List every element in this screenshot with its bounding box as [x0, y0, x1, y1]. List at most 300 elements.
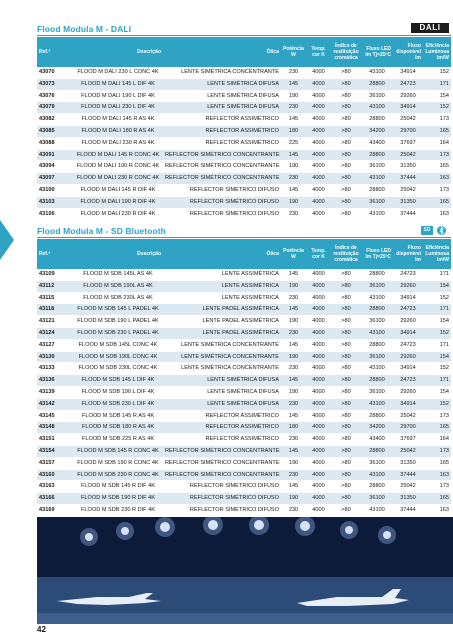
optic-cell: REFLECTOR ASSIMÉTRICO: [163, 410, 281, 422]
table-row: [37, 114, 451, 126]
temperature-cell: 4000: [306, 375, 331, 387]
description-cell: FLOOD M SDB 145 L DIF 4K: [73, 375, 163, 387]
power-cell: 190: [281, 280, 306, 292]
description-cell: FLOOD M DALI 180 R AS 4K: [73, 125, 163, 137]
temperature-cell: 4000: [306, 457, 331, 469]
power-cell: 180: [281, 125, 306, 137]
temperature-cell: 4000: [306, 196, 331, 208]
description-cell: FLOOD M DALI 230 R AS 4K: [73, 137, 163, 149]
description-cell: FLOOD M SDB 225 R AS 4K: [73, 434, 163, 446]
efficiency-cell: 173: [423, 410, 451, 422]
table-row: [37, 208, 451, 220]
description-cell: FLOOD M DALI 230 R DIF 4K: [73, 208, 163, 220]
temperature-cell: 4000: [306, 469, 331, 481]
power-cell: 230: [281, 434, 306, 446]
bluetooth-icon: [437, 225, 446, 236]
ref-cell: 43118: [37, 304, 73, 316]
optic-cell: REFLECTOR ASSIMÉTRICO: [163, 114, 281, 126]
header-optic: Ótica: [163, 37, 281, 67]
power-cell: 145: [281, 114, 306, 126]
ra-cell: >80: [331, 363, 361, 375]
optic-cell: LENTE SIMÉTRICA DIFUSA: [163, 386, 281, 398]
flux-cell: 43100: [361, 327, 393, 339]
power-cell: 230: [281, 363, 306, 375]
flux-cell: 43100: [361, 67, 393, 78]
description-cell: FLOOD M DALI 230 L CONC 4K: [73, 67, 163, 78]
table-row: [37, 161, 451, 173]
flux-cell: 43100: [361, 102, 393, 114]
ra-cell: >80: [331, 457, 361, 469]
flux-cell: 43400: [361, 434, 393, 446]
table-row: [37, 125, 451, 137]
description-cell: FLOOD M SDB 145 R DIF 4K: [73, 481, 163, 493]
flux-available-cell: 31350: [393, 457, 423, 469]
ra-cell: >80: [331, 184, 361, 196]
flux-cell: 28800: [361, 114, 393, 126]
description-cell: FLOOD M DALI 190 R CONC 4K: [73, 161, 163, 173]
ref-cell: 43169: [37, 504, 73, 516]
ra-cell: >80: [331, 292, 361, 304]
table-row: [37, 137, 451, 149]
temperature-cell: 4000: [306, 445, 331, 457]
description-cell: FLOOD M SDB 230 R DIF 4K: [73, 504, 163, 516]
power-cell: 145: [281, 269, 306, 280]
efficiency-cell: 152: [423, 67, 451, 78]
optic-cell: REFLECTOR ASSIMÉTRICO: [163, 422, 281, 434]
header-power: Potência W: [281, 37, 306, 67]
header-ref: Ref.ª: [37, 239, 73, 269]
description-cell: FLOOD M SDB 145L CONC 4K: [73, 339, 163, 351]
flux-available-cell: 25042: [393, 149, 423, 161]
header-desc: Descrição: [73, 239, 163, 269]
ra-cell: >80: [331, 469, 361, 481]
temperature-cell: 4000: [306, 351, 331, 363]
power-cell: 190: [281, 386, 306, 398]
optic-cell: REFLECTOR SIMÉTRICO CONCENTRANTE: [163, 161, 281, 173]
table-row: [37, 469, 451, 481]
power-cell: 145: [281, 304, 306, 316]
header-efficiency: Eficiência Luminosa lm/W: [423, 239, 451, 269]
stadium-night-photo: [37, 517, 453, 624]
flux-available-cell: 29260: [393, 280, 423, 292]
power-cell: 230: [281, 292, 306, 304]
description-cell: FLOOD M SDB 230 L PADEL 4K: [73, 327, 163, 339]
table-row: [37, 67, 451, 78]
ra-cell: >80: [331, 280, 361, 292]
ref-cell: 43127: [37, 339, 73, 351]
optic-cell: LENTE SIMÉTRICA DIFUSA: [163, 78, 281, 90]
optic-cell: REFLECTOR SIMÉTRICO DIFUSO: [163, 493, 281, 505]
power-cell: 145: [281, 78, 306, 90]
flux-cell: 28800: [361, 304, 393, 316]
efficiency-cell: 154: [423, 90, 451, 102]
power-cell: 230: [281, 102, 306, 114]
flux-available-cell: 25042: [393, 114, 423, 126]
efficiency-cell: 163: [423, 208, 451, 220]
efficiency-cell: 173: [423, 445, 451, 457]
temperature-cell: 4000: [306, 327, 331, 339]
optic-cell: REFLECTOR SIMÉTRICO DIFUSO: [163, 208, 281, 220]
ref-cell: 43148: [37, 422, 73, 434]
temperature-cell: 4000: [306, 434, 331, 446]
power-cell: 145: [281, 375, 306, 387]
efficiency-cell: 154: [423, 351, 451, 363]
section-divider: [37, 35, 451, 36]
ref-cell: 43070: [37, 67, 73, 78]
description-cell: FLOOD M SDB 230L AS 4K: [73, 292, 163, 304]
ra-cell: >80: [331, 67, 361, 78]
flux-cell: 28800: [361, 445, 393, 457]
flux-cell: 34200: [361, 422, 393, 434]
optic-cell: REFLECTOR SIMÉTRICO DIFUSO: [163, 196, 281, 208]
ref-cell: 43103: [37, 196, 73, 208]
hangar-illustration: [37, 517, 453, 624]
flux-cell: 36100: [361, 90, 393, 102]
ra-cell: >80: [331, 386, 361, 398]
power-cell: 230: [281, 398, 306, 410]
table-row: [37, 410, 451, 422]
flux-available-cell: 31350: [393, 493, 423, 505]
temperature-cell: 4000: [306, 125, 331, 137]
flux-cell: 28800: [361, 269, 393, 280]
table-row: [37, 457, 451, 469]
table-row: [37, 173, 451, 185]
ref-cell: 43076: [37, 90, 73, 102]
table-row: [37, 78, 451, 90]
description-cell: FLOOD M DALI 145 L DIF 4K: [73, 78, 163, 90]
description-cell: FLOOD M DALI 230 R CONC 4K: [73, 173, 163, 185]
ra-cell: >80: [331, 102, 361, 114]
table-row: [37, 434, 451, 446]
temperature-cell: 4000: [306, 102, 331, 114]
power-cell: 230: [281, 504, 306, 516]
header-flux-available: Fluxo disponível lm: [393, 37, 423, 67]
dali-logo: DALI: [411, 23, 449, 33]
description-cell: FLOOD M DALI 190 R DIF 4K: [73, 196, 163, 208]
optic-cell: REFLECTOR SIMÉTRICO DIFUSO: [163, 184, 281, 196]
flux-available-cell: 34914: [393, 67, 423, 78]
flux-available-cell: 25042: [393, 184, 423, 196]
ref-cell: 43163: [37, 481, 73, 493]
ra-cell: >80: [331, 434, 361, 446]
description-cell: FLOOD M SDB 190 L PADEL 4K: [73, 316, 163, 328]
efficiency-cell: 165: [423, 161, 451, 173]
flux-available-cell: 24723: [393, 78, 423, 90]
flux-available-cell: 29260: [393, 386, 423, 398]
description-cell: FLOOD M SDB 145 R AS 4K: [73, 410, 163, 422]
flux-cell: 43100: [361, 398, 393, 410]
table-row: [37, 493, 451, 505]
dali-table: [37, 37, 451, 220]
temperature-cell: 4000: [306, 280, 331, 292]
ra-cell: >80: [331, 114, 361, 126]
flux-available-cell: 25042: [393, 481, 423, 493]
ra-cell: >80: [331, 269, 361, 280]
table-row: [37, 481, 451, 493]
flux-cell: 28800: [361, 78, 393, 90]
description-cell: FLOOD M SDB 145 L PADEL 4K: [73, 304, 163, 316]
sd-icon: SD: [421, 226, 433, 235]
flux-available-cell: 37444: [393, 208, 423, 220]
efficiency-cell: 171: [423, 375, 451, 387]
ref-cell: 43091: [37, 149, 73, 161]
description-cell: FLOOD M DALI 145 R DIF 4K: [73, 184, 163, 196]
header-temp: Temp. cor K: [306, 239, 331, 269]
section-title-dali: Flood Modula M - DALI: [37, 24, 132, 34]
efficiency-cell: 163: [423, 504, 451, 516]
power-cell: 230: [281, 469, 306, 481]
flux-cell: 43100: [361, 292, 393, 304]
ra-cell: >80: [331, 481, 361, 493]
flux-available-cell: 24723: [393, 375, 423, 387]
ra-cell: >80: [331, 327, 361, 339]
side-tab-arrow-icon: [0, 220, 14, 260]
efficiency-cell: 173: [423, 184, 451, 196]
temperature-cell: 4000: [306, 161, 331, 173]
efficiency-cell: 163: [423, 173, 451, 185]
ref-cell: 43157: [37, 457, 73, 469]
table-row: [37, 375, 451, 387]
flux-cell: 43100: [361, 173, 393, 185]
flux-available-cell: 29260: [393, 351, 423, 363]
optic-cell: REFLECTOR SIMÉTRICO CONCENTRANTE: [163, 469, 281, 481]
optic-cell: REFLECTOR ASSIMÉTRICO: [163, 137, 281, 149]
ra-cell: >80: [331, 208, 361, 220]
flux-cell: 43100: [361, 504, 393, 516]
ra-cell: >80: [331, 149, 361, 161]
description-cell: FLOOD M SDB 145 R CONC 4K: [73, 445, 163, 457]
efficiency-cell: 173: [423, 149, 451, 161]
flux-available-cell: 37444: [393, 173, 423, 185]
flux-available-cell: 24723: [393, 269, 423, 280]
ra-cell: >80: [331, 445, 361, 457]
table-row: [37, 422, 451, 434]
temperature-cell: 4000: [306, 339, 331, 351]
description-cell: FLOOD M SDB 190 L DIF 4K: [73, 386, 163, 398]
ref-cell: 43145: [37, 410, 73, 422]
temperature-cell: 4000: [306, 137, 331, 149]
flux-available-cell: 24723: [393, 304, 423, 316]
power-cell: 190: [281, 493, 306, 505]
flux-available-cell: 29260: [393, 90, 423, 102]
ra-cell: >80: [331, 173, 361, 185]
efficiency-cell: 152: [423, 102, 451, 114]
efficiency-cell: 152: [423, 398, 451, 410]
page-number: 42: [37, 625, 46, 634]
temperature-cell: 4000: [306, 149, 331, 161]
flux-cell: 28800: [361, 339, 393, 351]
efficiency-cell: 164: [423, 137, 451, 149]
flux-cell: 28800: [361, 184, 393, 196]
temperature-cell: 4000: [306, 78, 331, 90]
ref-cell: 43085: [37, 125, 73, 137]
flux-available-cell: 29700: [393, 125, 423, 137]
temperature-cell: 4000: [306, 184, 331, 196]
ra-cell: >80: [331, 410, 361, 422]
flux-cell: 36100: [361, 196, 393, 208]
table-header-row: [37, 37, 451, 67]
ref-cell: 43136: [37, 375, 73, 387]
temperature-cell: 4000: [306, 398, 331, 410]
flux-available-cell: 24723: [393, 339, 423, 351]
optic-cell: REFLECTOR SIMÉTRICO CONCENTRANTE: [163, 173, 281, 185]
header-power: Potência W: [281, 239, 306, 269]
flux-available-cell: 25042: [393, 410, 423, 422]
optic-cell: LENTE SIMÉTRICA CONCENTRANTE: [163, 339, 281, 351]
flux-cell: 43100: [361, 469, 393, 481]
table-row: [37, 149, 451, 161]
optic-cell: LENTE SIMÉTRICA DIFUSA: [163, 90, 281, 102]
optic-cell: LENTE SIMÉTRICA DIFUSA: [163, 102, 281, 114]
table-row: [37, 184, 451, 196]
description-cell: FLOOD M DALI 190 L DIF 4K: [73, 90, 163, 102]
optic-cell: LENTE SIMÉTRICA CONCENTRANTE: [163, 351, 281, 363]
optic-cell: LENTE SIMÉTRICA DIFUSA: [163, 375, 281, 387]
optic-cell: LENTE PADEL ASSIMÉTRICA: [163, 316, 281, 328]
flux-cell: 43100: [361, 363, 393, 375]
ref-cell: 43106: [37, 208, 73, 220]
optic-cell: LENTE SIMÉTRICA DIFUSA: [163, 398, 281, 410]
table-row: [37, 304, 451, 316]
power-cell: 190: [281, 316, 306, 328]
power-cell: 190: [281, 351, 306, 363]
power-cell: 225: [281, 137, 306, 149]
flux-cell: 34200: [361, 125, 393, 137]
efficiency-cell: 152: [423, 292, 451, 304]
flux-cell: 36100: [361, 386, 393, 398]
power-cell: 145: [281, 339, 306, 351]
flux-available-cell: 34914: [393, 292, 423, 304]
header-ra: Índice de restituição cromática: [331, 37, 361, 67]
ref-cell: 43082: [37, 114, 73, 126]
ra-cell: >80: [331, 161, 361, 173]
efficiency-cell: 152: [423, 327, 451, 339]
description-cell: FLOOD M SDB 190L AS 4K: [73, 280, 163, 292]
efficiency-cell: 165: [423, 196, 451, 208]
description-cell: FLOOD M SDB 230L CONC 4K: [73, 363, 163, 375]
ra-cell: >80: [331, 398, 361, 410]
power-cell: 145: [281, 149, 306, 161]
header-temp: Temp. cor K: [306, 37, 331, 67]
optic-cell: LENTE PADEL ASSIMÉTRICA: [163, 304, 281, 316]
section-title-sd-bluetooth: Flood Modula M - SD Bluetooth: [37, 226, 166, 236]
temperature-cell: 4000: [306, 504, 331, 516]
ra-cell: >80: [331, 125, 361, 137]
table-row: [37, 316, 451, 328]
flux-available-cell: 37697: [393, 434, 423, 446]
flux-cell: 43100: [361, 208, 393, 220]
ref-cell: 43094: [37, 161, 73, 173]
ra-cell: >80: [331, 137, 361, 149]
power-cell: 145: [281, 184, 306, 196]
flux-cell: 28800: [361, 410, 393, 422]
section-divider: [37, 237, 451, 238]
efficiency-cell: 154: [423, 280, 451, 292]
flux-cell: 36100: [361, 161, 393, 173]
ref-cell: 43088: [37, 137, 73, 149]
temperature-cell: 4000: [306, 90, 331, 102]
optic-cell: REFLECTOR SIMÉTRICO CONCENTRANTE: [163, 149, 281, 161]
ra-cell: >80: [331, 422, 361, 434]
ra-cell: >80: [331, 339, 361, 351]
sd-bluetooth-table: [37, 239, 451, 517]
header-optic: Ótica: [163, 239, 281, 269]
power-cell: 190: [281, 457, 306, 469]
header-ref: Ref.ª: [37, 37, 73, 67]
temperature-cell: 4000: [306, 173, 331, 185]
temperature-cell: 4000: [306, 114, 331, 126]
power-cell: 230: [281, 208, 306, 220]
temperature-cell: 4000: [306, 386, 331, 398]
table-row: [37, 90, 451, 102]
temperature-cell: 4000: [306, 208, 331, 220]
table-row: [37, 445, 451, 457]
header-ra: Índice de restituição cromática: [331, 239, 361, 269]
flux-cell: 36100: [361, 316, 393, 328]
efficiency-cell: 164: [423, 434, 451, 446]
power-cell: 190: [281, 90, 306, 102]
ref-cell: 43115: [37, 292, 73, 304]
temperature-cell: 4000: [306, 269, 331, 280]
ref-cell: 43109: [37, 269, 73, 280]
table-row: [37, 504, 451, 516]
flux-cell: 36100: [361, 351, 393, 363]
power-cell: 145: [281, 445, 306, 457]
optic-cell: LENTE ASSIMÉTRICA: [163, 269, 281, 280]
efficiency-cell: 165: [423, 493, 451, 505]
ref-cell: 43154: [37, 445, 73, 457]
optic-cell: REFLECTOR SIMÉTRICO CONCENTRANTE: [163, 445, 281, 457]
flux-available-cell: 29260: [393, 316, 423, 328]
ref-cell: 43124: [37, 327, 73, 339]
flux-cell: 36100: [361, 280, 393, 292]
table-row: [37, 269, 451, 280]
temperature-cell: 4000: [306, 304, 331, 316]
efficiency-cell: 173: [423, 481, 451, 493]
table-row: [37, 292, 451, 304]
efficiency-cell: 165: [423, 457, 451, 469]
ra-cell: >80: [331, 196, 361, 208]
flux-cell: 28800: [361, 149, 393, 161]
temperature-cell: 4000: [306, 67, 331, 78]
flux-cell: 28800: [361, 481, 393, 493]
ref-cell: 43151: [37, 434, 73, 446]
flux-cell: 36100: [361, 493, 393, 505]
table-row: [37, 386, 451, 398]
flux-available-cell: 29700: [393, 422, 423, 434]
ref-cell: 43073: [37, 78, 73, 90]
temperature-cell: 4000: [306, 422, 331, 434]
ref-cell: 43160: [37, 469, 73, 481]
efficiency-cell: 163: [423, 469, 451, 481]
temperature-cell: 4000: [306, 316, 331, 328]
ra-cell: >80: [331, 375, 361, 387]
description-cell: FLOOD M SDB 145L AS 4K: [73, 269, 163, 280]
ra-cell: >80: [331, 504, 361, 516]
ra-cell: >80: [331, 90, 361, 102]
ref-cell: 43133: [37, 363, 73, 375]
description-cell: FLOOD M SDB 190 R DIF 4K: [73, 493, 163, 505]
table-row: [37, 327, 451, 339]
optic-cell: LENTE SIMÉTRICA CONCENTRANTE: [163, 363, 281, 375]
description-cell: FLOOD M SDB 190 R CONC 4K: [73, 457, 163, 469]
table-row: [37, 339, 451, 351]
description-cell: FLOOD M DALI 230 L DIF 4K: [73, 102, 163, 114]
ra-cell: >80: [331, 316, 361, 328]
table-row: [37, 351, 451, 363]
ra-cell: >80: [331, 351, 361, 363]
header-desc: Descrição: [73, 37, 163, 67]
